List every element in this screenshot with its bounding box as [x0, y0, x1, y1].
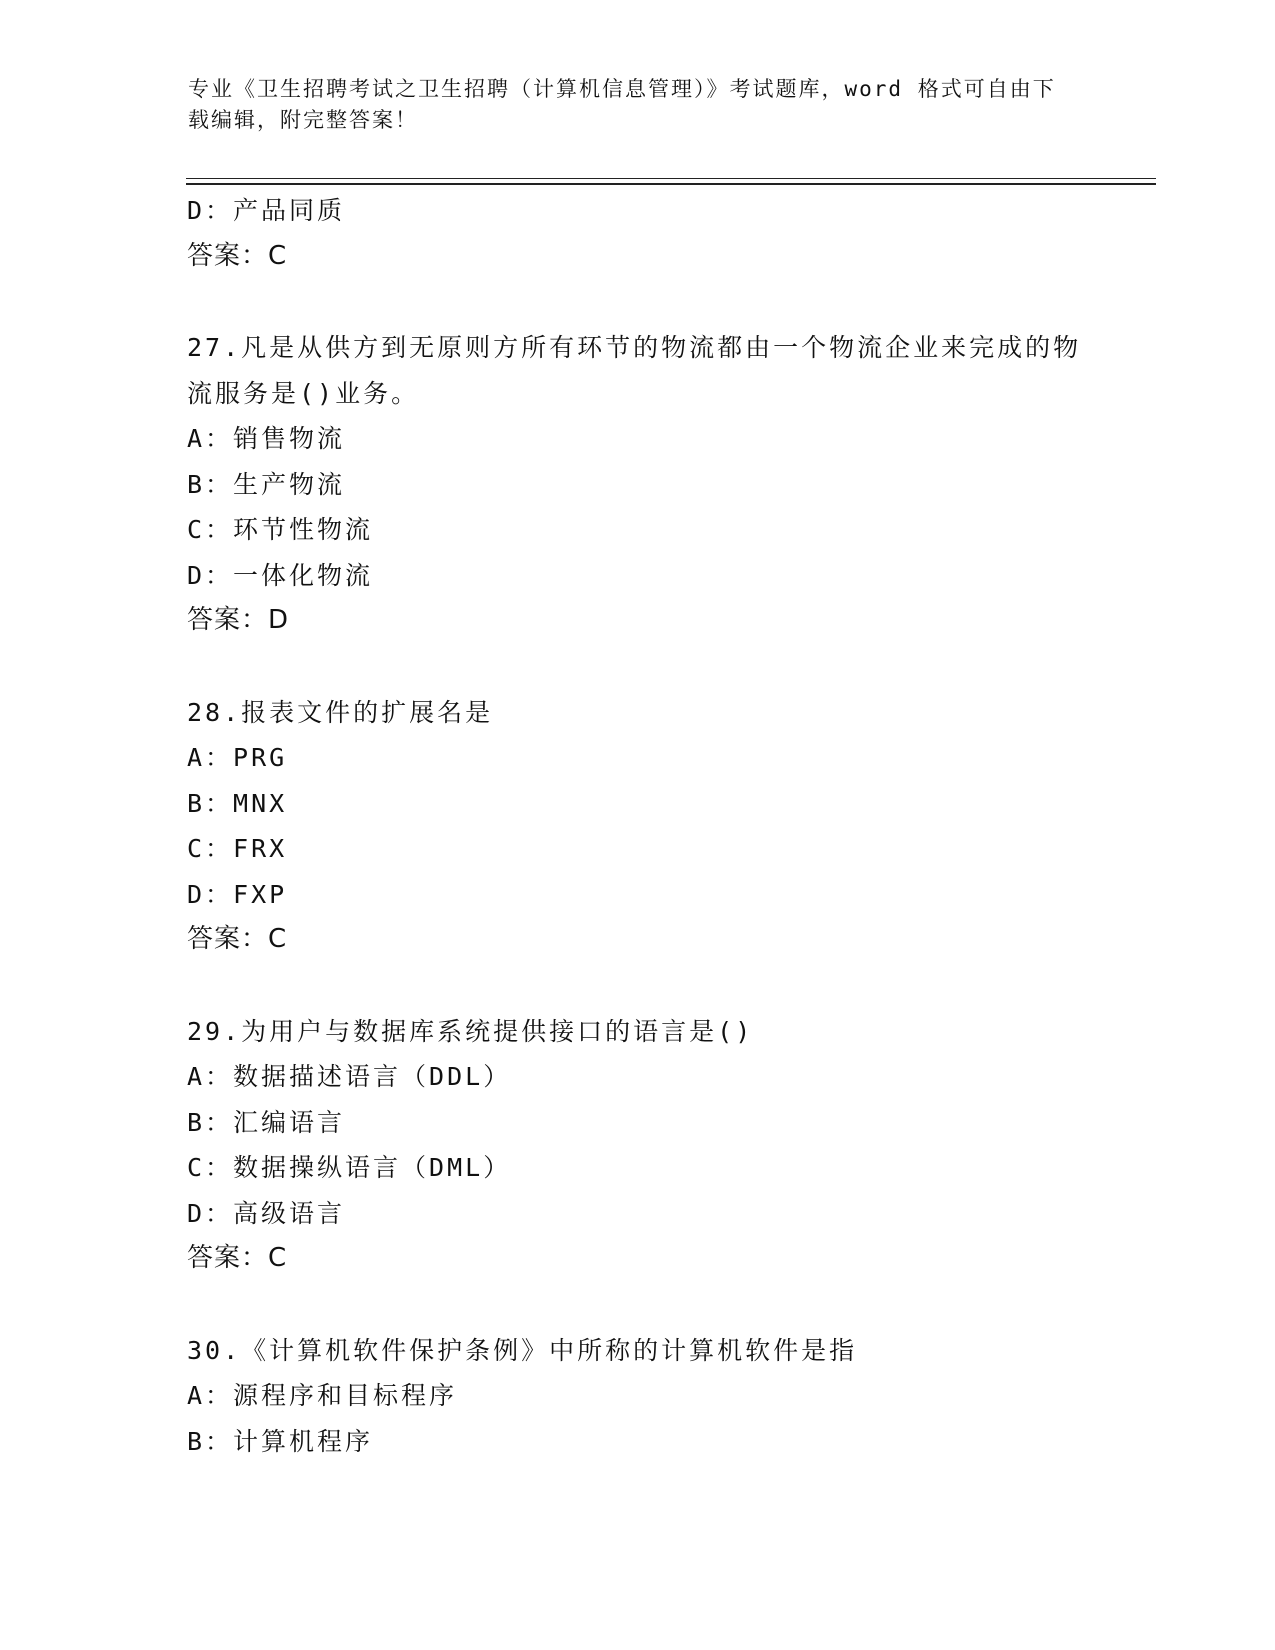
option-b: B：MNX [187, 788, 288, 818]
question-29 [187, 1009, 1107, 1282]
answer: 答案：C [187, 1243, 288, 1273]
option-a: A：数据描述语言（DDL） [187, 1062, 512, 1091]
option-a: A：源程序和目标程序 [187, 1381, 458, 1410]
question-30 [187, 1328, 1107, 1465]
spacer [187, 644, 1107, 690]
document-header: 专业《卫生招聘考试之卫生招聘（计算机信息管理）》考试题库，word 格式可自由下载编辑，附完整答案！ [188, 77, 1056, 132]
option-c: C：数据操纵语言（DML） [187, 1153, 512, 1182]
option-a: A：销售物流 [187, 424, 346, 453]
option-a: A：PRG [187, 743, 288, 772]
header-rule-thick [186, 183, 1156, 185]
question-stem: 29.为用户与数据库系统提供接口的语言是() [187, 1016, 754, 1046]
question-27 [187, 325, 1107, 644]
option-c: C：环节性物流 [187, 515, 374, 544]
option-b: B：汇编语言 [187, 1107, 346, 1137]
spacer [187, 1282, 1107, 1328]
option-d: D：产品同质 [187, 196, 346, 225]
answer: 答案：D [187, 605, 290, 635]
document-body [187, 188, 1107, 1464]
question-stem: 27.凡是从供方到无原则方所有环节的物流都由一个物流企业来完成的物流服务是()业务。 [187, 333, 1082, 408]
question-stem: 28.报表文件的扩展名是 [187, 697, 494, 727]
option-c: C：FRX [187, 834, 288, 863]
answer: 答案：C [187, 240, 288, 271]
option-b: B：计算机程序 [187, 1426, 374, 1456]
spacer [187, 963, 1107, 1009]
answer: 答案：C [187, 924, 288, 954]
option-d: D：FXP [187, 879, 288, 909]
option-d: D：高级语言 [187, 1198, 346, 1228]
spacer [187, 279, 1107, 325]
option-b: B：生产物流 [187, 469, 346, 499]
question-28 [187, 690, 1107, 963]
question-stem: 30.《计算机软件保护条例》中所称的计算机软件是指 [187, 1335, 858, 1365]
option-d: D：一体化物流 [187, 560, 374, 590]
header-rule-thin [186, 178, 1156, 179]
